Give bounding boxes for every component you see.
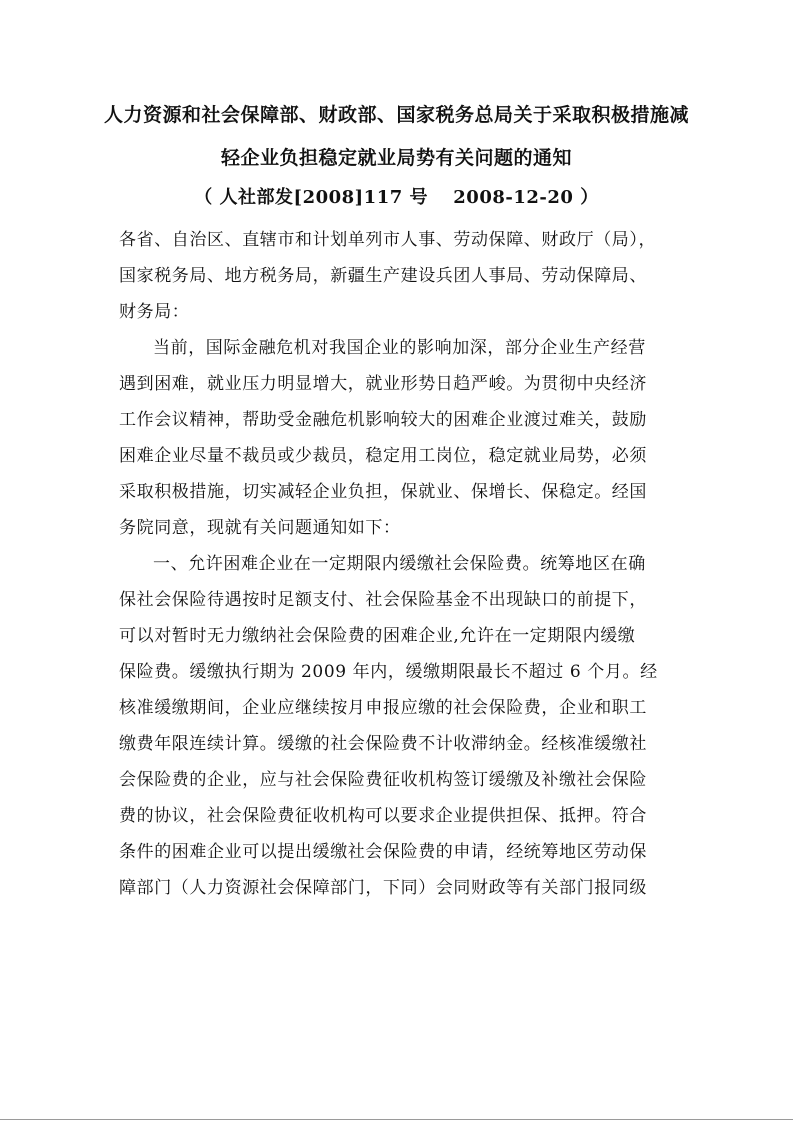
paragraph-line: 条件的困难企业可以提出缓缴社会保险费的申请，经统筹地区劳动保	[119, 842, 647, 862]
addressee-line: 各省、自治区、直辖市和计划单列市人事、劳动保障、财政厅（局），	[119, 230, 657, 250]
paragraph-line: 障部门（人力资源社会保障部门，下同）会同财政等有关部门报同级	[119, 878, 647, 898]
paragraph-line: 采取积极措施，切实减轻企业负担，保就业、保增长、保稳定。经国	[119, 482, 647, 502]
paragraph-line: 困难企业尽量不裁员或少裁员，稳定用工岗位，稳定就业局势，必须	[119, 446, 647, 466]
document-title-line-2: 轻企业负担稳定就业局势有关问题的通知	[220, 147, 572, 169]
paragraph-line: 核准缓缴期间，企业应继续按月申报应缴的社会保险费，企业和职工	[119, 698, 647, 718]
paragraph-line: 务院同意，现就有关问题通知如下：	[119, 518, 401, 538]
addressee-line: 财务局：	[119, 302, 190, 322]
paragraph-line: 保险费。缓缴执行期为 2009 年内，缓缴期限最长不超过 6 个月。经	[119, 662, 658, 682]
paragraph-line: 遇到困难，就业压力明显增大，就业形势日趋严峻。为贯彻中央经济	[119, 374, 647, 394]
paragraph-line: 一、允许困难企业在一定期限内缓缴社会保险费。统筹地区在确	[153, 554, 646, 574]
document-number-and-date: （ 人社部发[2008]117 号 2008-12-20 ）	[194, 187, 599, 208]
paragraph-line: 会保险费的企业，应与社会保险费征收机构签订缓缴及补缴社会保险	[119, 770, 647, 790]
paragraph-line: 保社会保险待遇按时足额支付、社会保险基金不出现缺口的前提下，	[119, 590, 647, 610]
paragraph-line: 工作会议精神，帮助受金融危机影响较大的困难企业渡过难关，鼓励	[119, 410, 647, 430]
document-body	[119, 222, 679, 906]
addressee-line: 国家税务局、地方税务局，新疆生产建设兵团人事局、劳动保障局、	[119, 266, 647, 286]
paragraph-line: 可以对暂时无力缴纳社会保险费的困难企业,允许在一定期限内缓缴	[119, 626, 636, 646]
page-bottom-divider	[0, 1119, 793, 1120]
paragraph-line: 当前，国际金融危机对我国企业的影响加深，部分企业生产经营	[153, 338, 646, 358]
document-title-line-1: 人力资源和社会保障部、财政部、国家税务总局关于采取积极措施减	[103, 104, 689, 126]
paragraph-line: 费的协议，社会保险费征收机构可以要求企业提供担保、抵押。符合	[119, 806, 647, 826]
paragraph-line: 缴费年限连续计算。缓缴的社会保险费不计收滞纳金。经核准缓缴社	[119, 734, 647, 754]
